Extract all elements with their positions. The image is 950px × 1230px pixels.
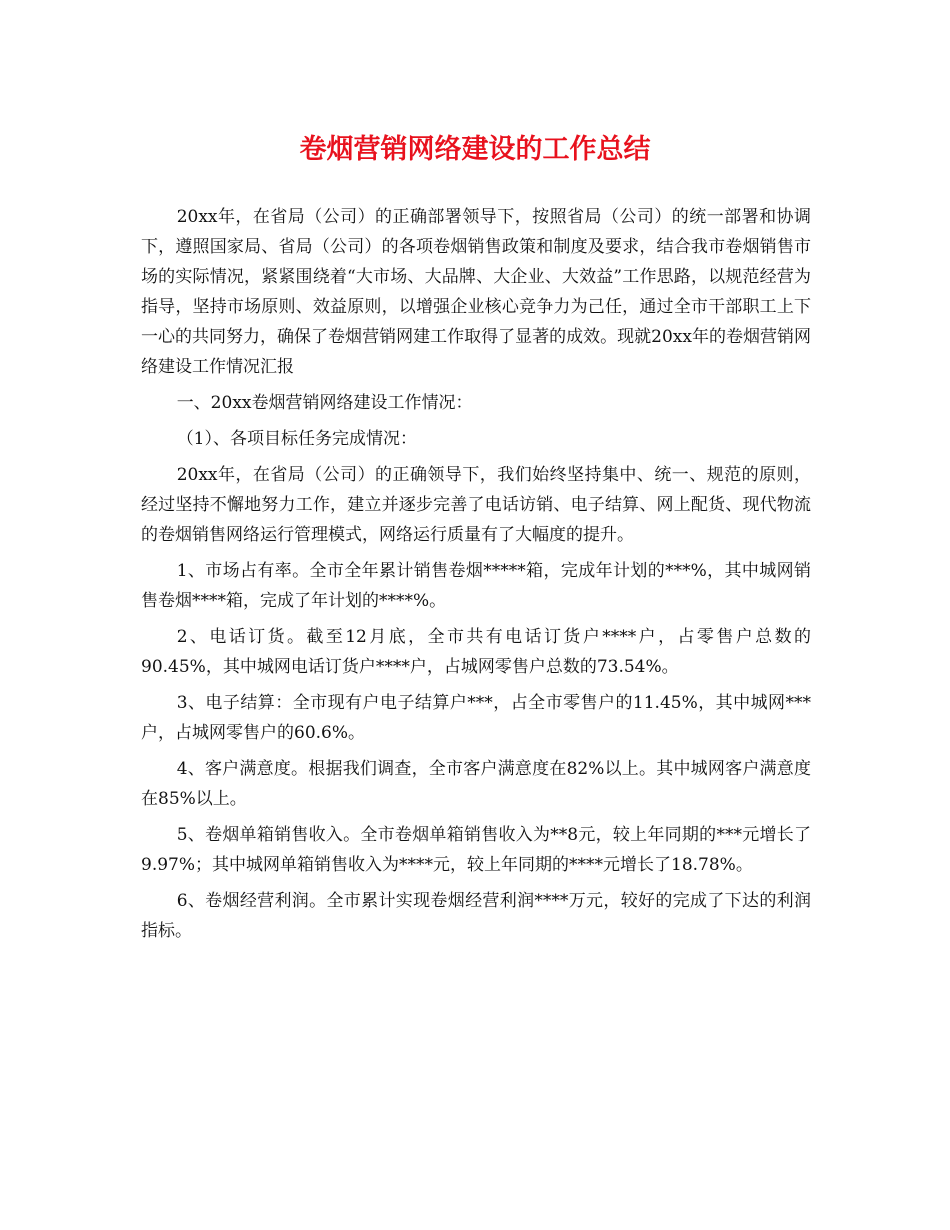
document-title: 卷烟营销网络建设的工作总结 [299, 134, 651, 165]
overview-paragraph: 20xx年，在省局（公司）的正确领导下，我们始终坚持集中、统一、规范的原则，经过坚持不懈地努力工作，建立并逐步完善了电话访销、电子结算、网上配货、现代物流的卷烟销售网络运行管理模式，网络运行质量有了大幅度的提升。 [141, 465, 811, 545]
item-electronic-settlement: 3、电子结算：全市现有户电子结算户***，占全市零售户的11.45%，其中城网***户，占城网零售户的60.6%。 [141, 693, 811, 743]
item-sales-revenue: 5、卷烟单箱销售收入。全市卷烟单箱销售收入为**8元，较上年同期的***元增长了9.97%；其中城网单箱销售收入为****元，较上年同期的****元增长了18.78%。 [141, 825, 811, 875]
item-market-share: 1、市场占有率。全市全年累计销售卷烟*****箱，完成年计划的***%，其中城网销售卷烟****箱，完成了年计划的****%。 [141, 561, 811, 611]
subsection-heading: （1）、各项目标任务完成情况： [176, 429, 418, 449]
item-phone-orders: 2、电话订货。截至12月底，全市共有电话订货户****户，占零售户总数的90.45%，其中城网电话订货户****户，占城网零售户总数的73.54%。 [141, 627, 811, 677]
item-operating-profit: 6、卷烟经营利润。全市累计实现卷烟经营利润****万元，较好的完成了下达的利润指标。 [141, 891, 811, 941]
document-body [141, 202, 811, 952]
intro-paragraph: 20xx年，在省局（公司）的正确部署领导下，按照省局（公司）的统一部署和协调下，遵照国家局、省局（公司）的各项卷烟销售政策和制度及要求，结合我市卷烟销售市场的实际情况，紧紧围绕着“大市场、大品牌、大企业、大效益”工作思路，以规范经营为指导，坚持市场原则、效益原则，以增强企业核心竞争力为己任，通过全市干部职工上下一心的共同努力，确保了卷烟营销网建工作取得了显著的成效。现就20xx年的卷烟营销网络建设工作情况汇报 [141, 207, 811, 377]
item-customer-satisfaction: 4、客户满意度。根据我们调查，全市客户满意度在82%以上。其中城网客户满意度在85%以上。 [141, 759, 811, 809]
section-heading: 一、20xx卷烟营销网络建设工作情况： [176, 393, 473, 413]
